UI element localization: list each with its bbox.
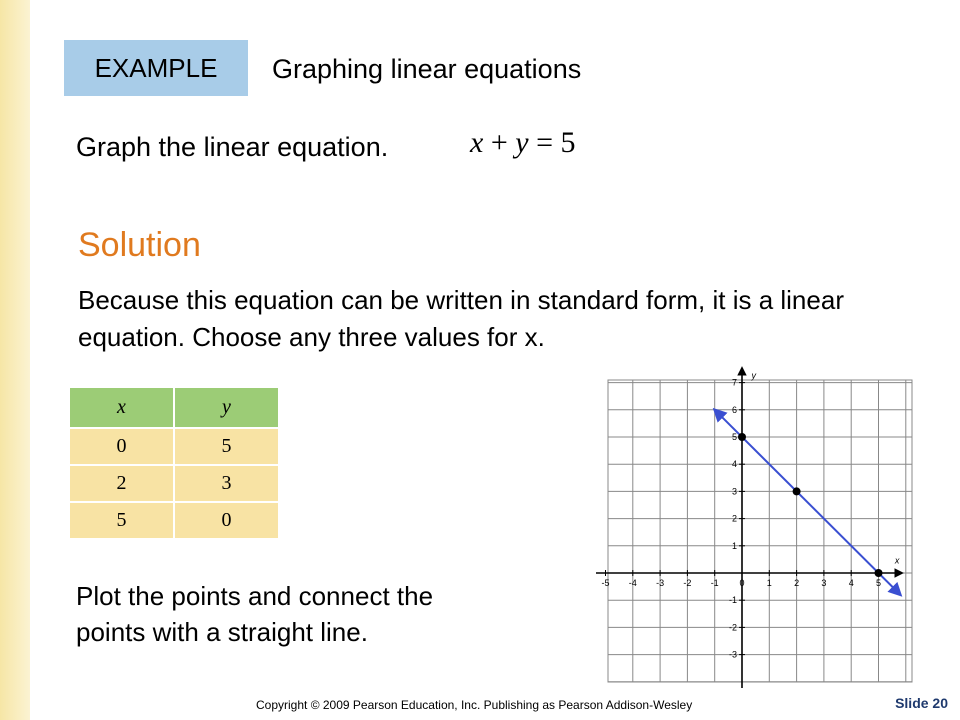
- table-cell: 5: [174, 428, 279, 465]
- plot-instructions: Plot the points and connect the points with a straight line.: [76, 581, 434, 647]
- y-tick-label: -3: [728, 649, 737, 660]
- y-axis-label: y: [751, 370, 757, 381]
- problem-prompt: Graph the linear equation.: [76, 132, 389, 162]
- y-tick-label: 5: [731, 432, 737, 442]
- table-cell: 0: [69, 428, 174, 465]
- copyright-footer: Copyright © 2009 Pearson Education, Inc. Publishing as Pearson Addison-Wesley: [256, 698, 693, 712]
- slide-heading: Graphing linear equations: [272, 54, 582, 84]
- x-tick-label: -3: [656, 578, 665, 588]
- equation-rhs: = 5: [528, 126, 576, 159]
- x-tick-label: 5: [875, 578, 882, 588]
- table-cell: 2: [69, 465, 174, 502]
- table-cell: 0: [174, 502, 279, 539]
- x-tick-label: 4: [848, 578, 854, 588]
- data-point: [738, 433, 746, 441]
- y-tick-label: -1: [728, 595, 737, 606]
- x-tick-label: -1: [710, 578, 719, 588]
- x-tick-label: 3: [821, 578, 827, 588]
- y-tick-label: 2: [731, 513, 737, 524]
- data-point: [793, 487, 801, 495]
- slide-number: Slide 20: [895, 695, 948, 711]
- y-tick-label: -2: [728, 622, 737, 633]
- table-cell: 5: [69, 502, 174, 539]
- x-tick-label: -2: [683, 578, 692, 588]
- y-tick-label: 6: [731, 404, 737, 415]
- x-tick-label: 1: [766, 578, 772, 588]
- x-tick-label: 0: [739, 578, 745, 588]
- table-header-x: x: [69, 387, 174, 428]
- solution-heading: Solution: [78, 226, 201, 264]
- solution-paragraph: Because this equation can be written in standard form, it is a linear equation. Choose any three values for x.: [78, 285, 844, 352]
- data-point: [875, 569, 883, 577]
- table-header-y: y: [174, 387, 279, 428]
- grid-border: [608, 377, 912, 682]
- y-tick-label: 7: [731, 377, 737, 388]
- equation-plus: +: [483, 126, 516, 159]
- x-axis-label: x: [894, 555, 900, 566]
- x-tick-label: -5: [601, 578, 610, 588]
- x-tick-label: -4: [628, 578, 637, 588]
- y-tick-label: 4: [731, 459, 737, 470]
- equation-y: y: [515, 126, 529, 159]
- x-tick-label: 2: [794, 578, 800, 588]
- table-cell: 3: [174, 465, 279, 502]
- example-tag: EXAMPLE: [64, 40, 248, 96]
- y-tick-label: 3: [731, 486, 737, 497]
- y-tick-label: 1: [731, 540, 737, 551]
- equation-x: x: [470, 126, 484, 159]
